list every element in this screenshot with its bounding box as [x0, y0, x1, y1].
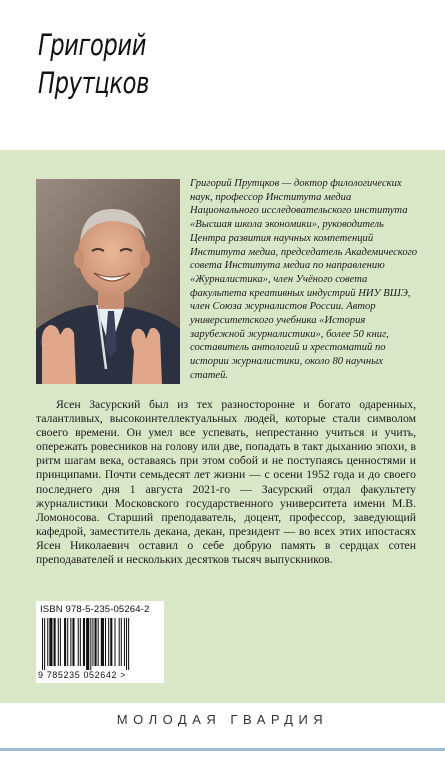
title-area: [0, 0, 445, 150]
bottom-accent-line: [0, 748, 445, 751]
author-name-title: [38, 26, 149, 102]
isbn-label: ISBN 978-5-235-05264-2: [40, 604, 150, 615]
barcode-block: [36, 601, 164, 683]
author-photo: [36, 179, 180, 384]
author-first-name: Григорий: [38, 28, 147, 62]
author-last-name: Прутцков: [38, 66, 150, 100]
publisher-name: МОЛОДАЯ ГВАРДИЯ: [116, 712, 329, 727]
book-description: Ясен Засурский был из тех разносторонне и богато одаренных, талантливых, высокоинтеллектуальных людей, которые стали символом своего времени. Он умел все успевать, непрестанно учиться и учить, опережать ровесников на голову или две, попадать в такт дыханию эпохи, в ритм шагам века, оставаясь при этом собой и не поступаясь ценностями и принципами. Почти семьдесят лет жизни — с осени 1952 года и до своего последнего дня 1 августа 2021-го — Засурский отдал факультету журналистики Московского государственного университета имени М.В. Ломоносова. Старший преподаватель, доцент, профессор, заведующий кафедрой, заместитель декана, декан, президент — во всех этих ипостасях Ясен Николаевич оставил о себе добрую память в сердцах сотен преподавателей и нескольких десятков тысяч выпускников.: [36, 398, 416, 567]
barcode-icon: [40, 618, 160, 670]
author-bio: Григорий Прутцков — доктор филологических наук, профессор Института медиа Национального исследовательского института «Высшая школа экономики», руководитель Центра развития научных компетенций Института медиа, председатель Академического совета Института медиа по направлению «Журналистика», член Учёного совета факультета креативных индустрий НИУ ВШЭ, член Союза журналистов России. Автор университетского учебника «История зарубежной журналистики», более 50 книг, составитель антологий и хрестоматий по истории журналистики, около 80 научных статей.: [190, 178, 418, 381]
author-portrait-icon: [36, 179, 180, 384]
barcode-number: 9 785235 052642 >: [38, 670, 127, 680]
